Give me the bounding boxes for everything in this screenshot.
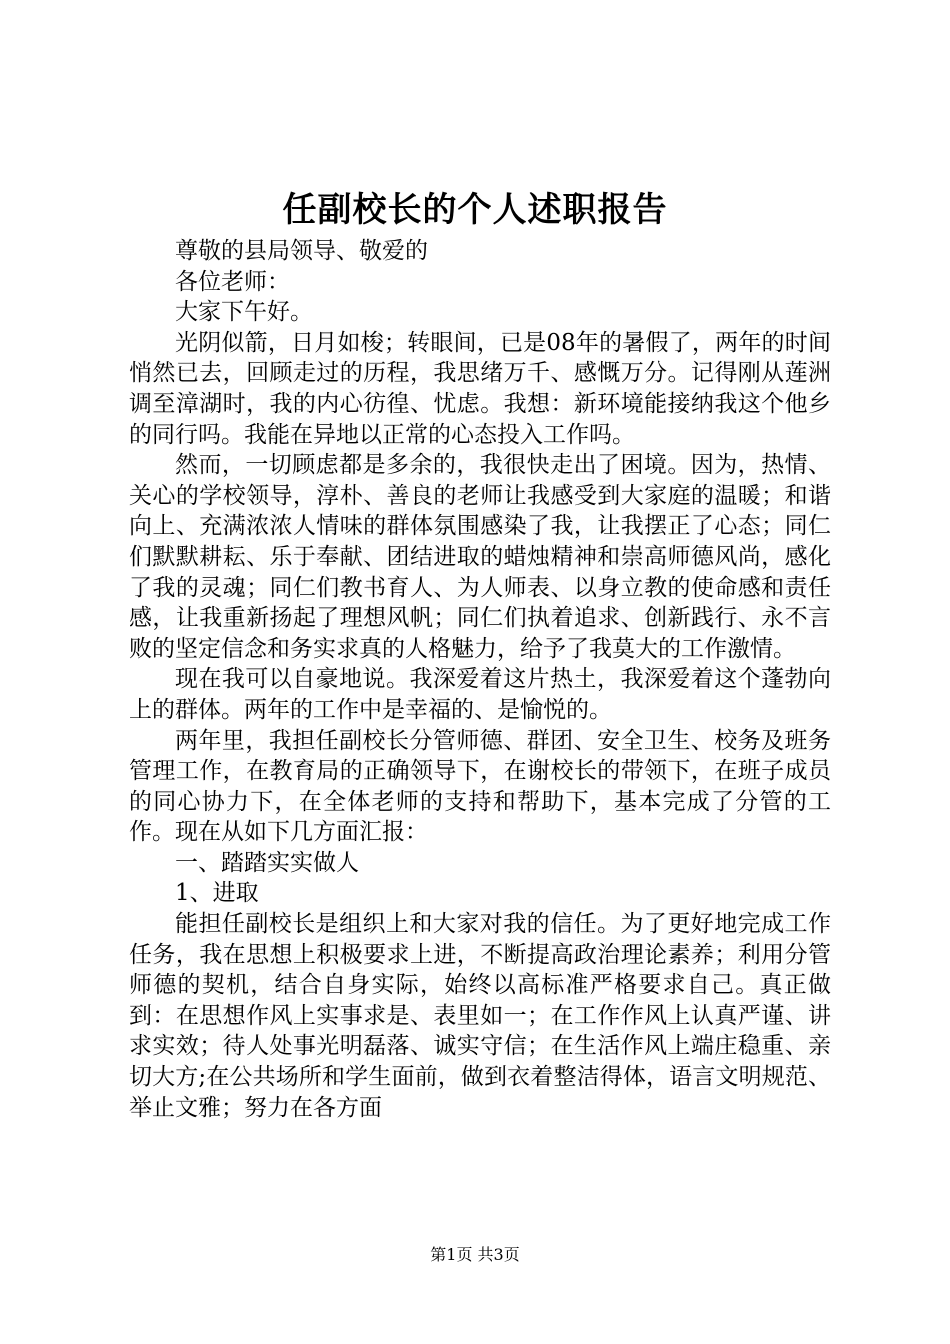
body-paragraph: 两年里，我担任副校长分管师德、群团、安全卫生、校务及班务管理工作，在教育局的正确领导下，在谢校长的带领下，在班子成员的同心协力下，在全体老师的支持和帮助下，基本完成了分管的工作。现在从如下几方面汇报： bbox=[129, 727, 831, 846]
body-paragraph: 然而，一切顾虑都是多余的，我很快走出了困境。因为，热情、关心的学校领导，淳朴、善良的老师让我感受到大家庭的温暖；和谐向上、充满浓浓人情味的群体氛围感染了我，让我摆正了心态；同仁们默默耕耘、乐于奉献、团结进取的蜡烛精神和崇高师德风尚，感化了我的灵魂；同仁们教书育人、为人师表、以身立教的使命感和责任感，让我重新扬起了理想风帆；同仁们执着追求、创新践行、永不言败的坚定信念和务实求真的人格魅力，给予了我莫大的工作激情。 bbox=[129, 452, 831, 662]
salutation-line-2: 各位老师： bbox=[175, 268, 290, 295]
subsection-heading: 1、进取 bbox=[175, 880, 259, 907]
document-title: 任副校长的个人述职报告 bbox=[282, 190, 668, 230]
body-paragraph: 现在我可以自豪地说。我深爱着这片热土，我深爱着这个蓬勃向上的群体。两年的工作中是幸福的、是愉悦的。 bbox=[129, 666, 831, 723]
body-paragraph: 能担任副校长是组织上和大家对我的信任。为了更好地完成工作任务，我在思想上积极要求上进，不断提高政治理论素养；利用分管师德的契机，结合自身实际，始终以高标准严格要求自己。真正做到：在思想作风上实事求是、表里如一；在工作作风上认真严谨、讲求实效；待人处事光明磊落、诚实守信；在生活作风上端庄稳重、亲切大方;在公共场所和学生面前，做到衣着整洁得体，语言文明规范、举止文雅；努力在各方面 bbox=[129, 911, 831, 1121]
greeting-line: 大家下午好。 bbox=[175, 299, 313, 326]
page-footer: 第1页 共3页 bbox=[430, 1245, 520, 1264]
body-paragraph: 光阴似箭，日月如梭；转眼间，已是08年的暑假了，两年的时间悄然已去，回顾走过的历程，我思绪万千、感慨万分。记得刚从莲洲调至漳湖时，我的内心彷徨、忧虑。我想：新环境能接纳我这个他乡的同行吗。我能在异地以正常的心态投入工作吗。 bbox=[129, 329, 831, 448]
salutation-line-1: 尊敬的县局领导、敬爱的 bbox=[175, 238, 428, 264]
document-body bbox=[129, 236, 831, 1123]
section-heading: 一、踏踏实实做人 bbox=[175, 849, 359, 876]
